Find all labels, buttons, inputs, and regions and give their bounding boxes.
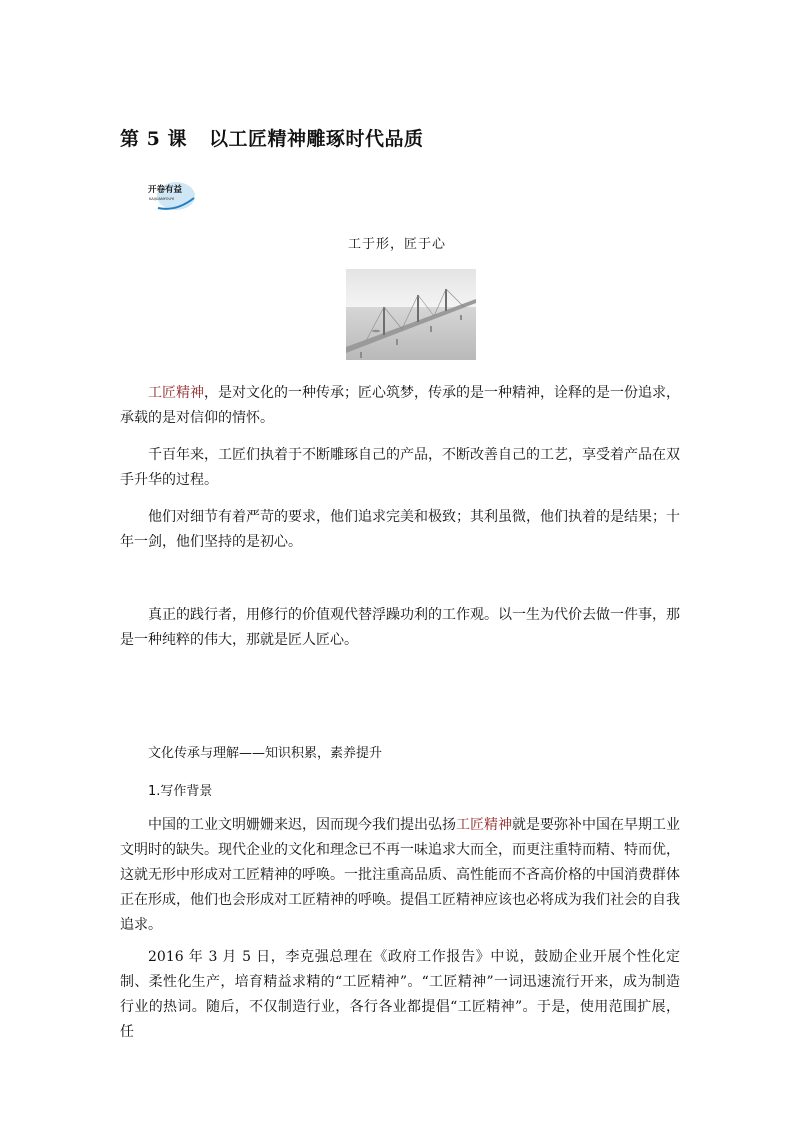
paragraph-2: 千百年来，工匠们执着于不断雕琢自己的产品，不断改善自己的工艺，享受着产品在双手升华的过程。 bbox=[120, 447, 680, 488]
paragraph-5: 中国的工业文明姗姗来迟，因而现今我们提出弘扬工匠精神就是要弥补中国在早期工业文明时的缺失。现代企业的文化和理念已不再一味追求大而全，而更注重特而精、特而优，这就无形中形成对工匠精神的呼唤。一批注重高品质、高性能而不吝高价格的中国消费群体正在形成，他们也会形成对工匠精神的呼唤。提倡工匠精神应该也必将成为我们社会的自我追求。 bbox=[120, 817, 680, 933]
paragraph-1: 工匠精神，是对文化的一种传承；匠心筑梦，传承的是一种精神，诠释的是一份追求，承载的是对信仰的情怀。 bbox=[120, 385, 680, 426]
highlight-term-2: 工匠精神 bbox=[456, 817, 512, 833]
bridge-photo bbox=[346, 269, 476, 360]
boat bbox=[372, 330, 380, 332]
book-swoosh-logo-icon bbox=[146, 178, 196, 212]
subsection-heading: 1.写作背景 bbox=[148, 784, 213, 799]
logo-text: 开卷有益 bbox=[148, 185, 183, 195]
paragraph-4: 真正的践行者，用修行的价值观代替浮躁功利的工作观。以一生为代价去做一件事，那是一种纯粹的伟大，那就是匠人匠心。 bbox=[120, 607, 680, 648]
lesson-name: 以工匠精神雕琢时代品质 bbox=[208, 128, 424, 150]
photo-sea bbox=[346, 307, 476, 360]
paragraph-3: 他们对细节有着严苛的要求，他们追求完美和极致；其利虽微，他们执着的是结果；十年一剑，他们坚持的是初心。 bbox=[120, 509, 680, 550]
lesson-title bbox=[120, 124, 423, 151]
section-heading: 文化传承与理解——知识积累，素养提升 bbox=[148, 746, 383, 761]
reading-title: 工于形，匠于心 bbox=[347, 237, 446, 252]
logo-subtext: KAIJUANYOUYI bbox=[149, 197, 175, 201]
lesson-number: 第 5 课 bbox=[120, 128, 187, 150]
photo-sky bbox=[346, 269, 476, 309]
paragraph-6: 2016 年 3 月 5 日，李克强总理在《政府工作报告》中说，鼓励企业开展个性化定制、柔性化生产，培育精益求精的“工匠精神”。“工匠精神”一词迅速流行开来，成为制造行业的热词。随后，不仅制造行业，各行各业都提倡“工匠精神”。于是，使用范围扩展，任 bbox=[120, 949, 680, 1040]
highlight-term: 工匠精神 bbox=[148, 385, 204, 401]
